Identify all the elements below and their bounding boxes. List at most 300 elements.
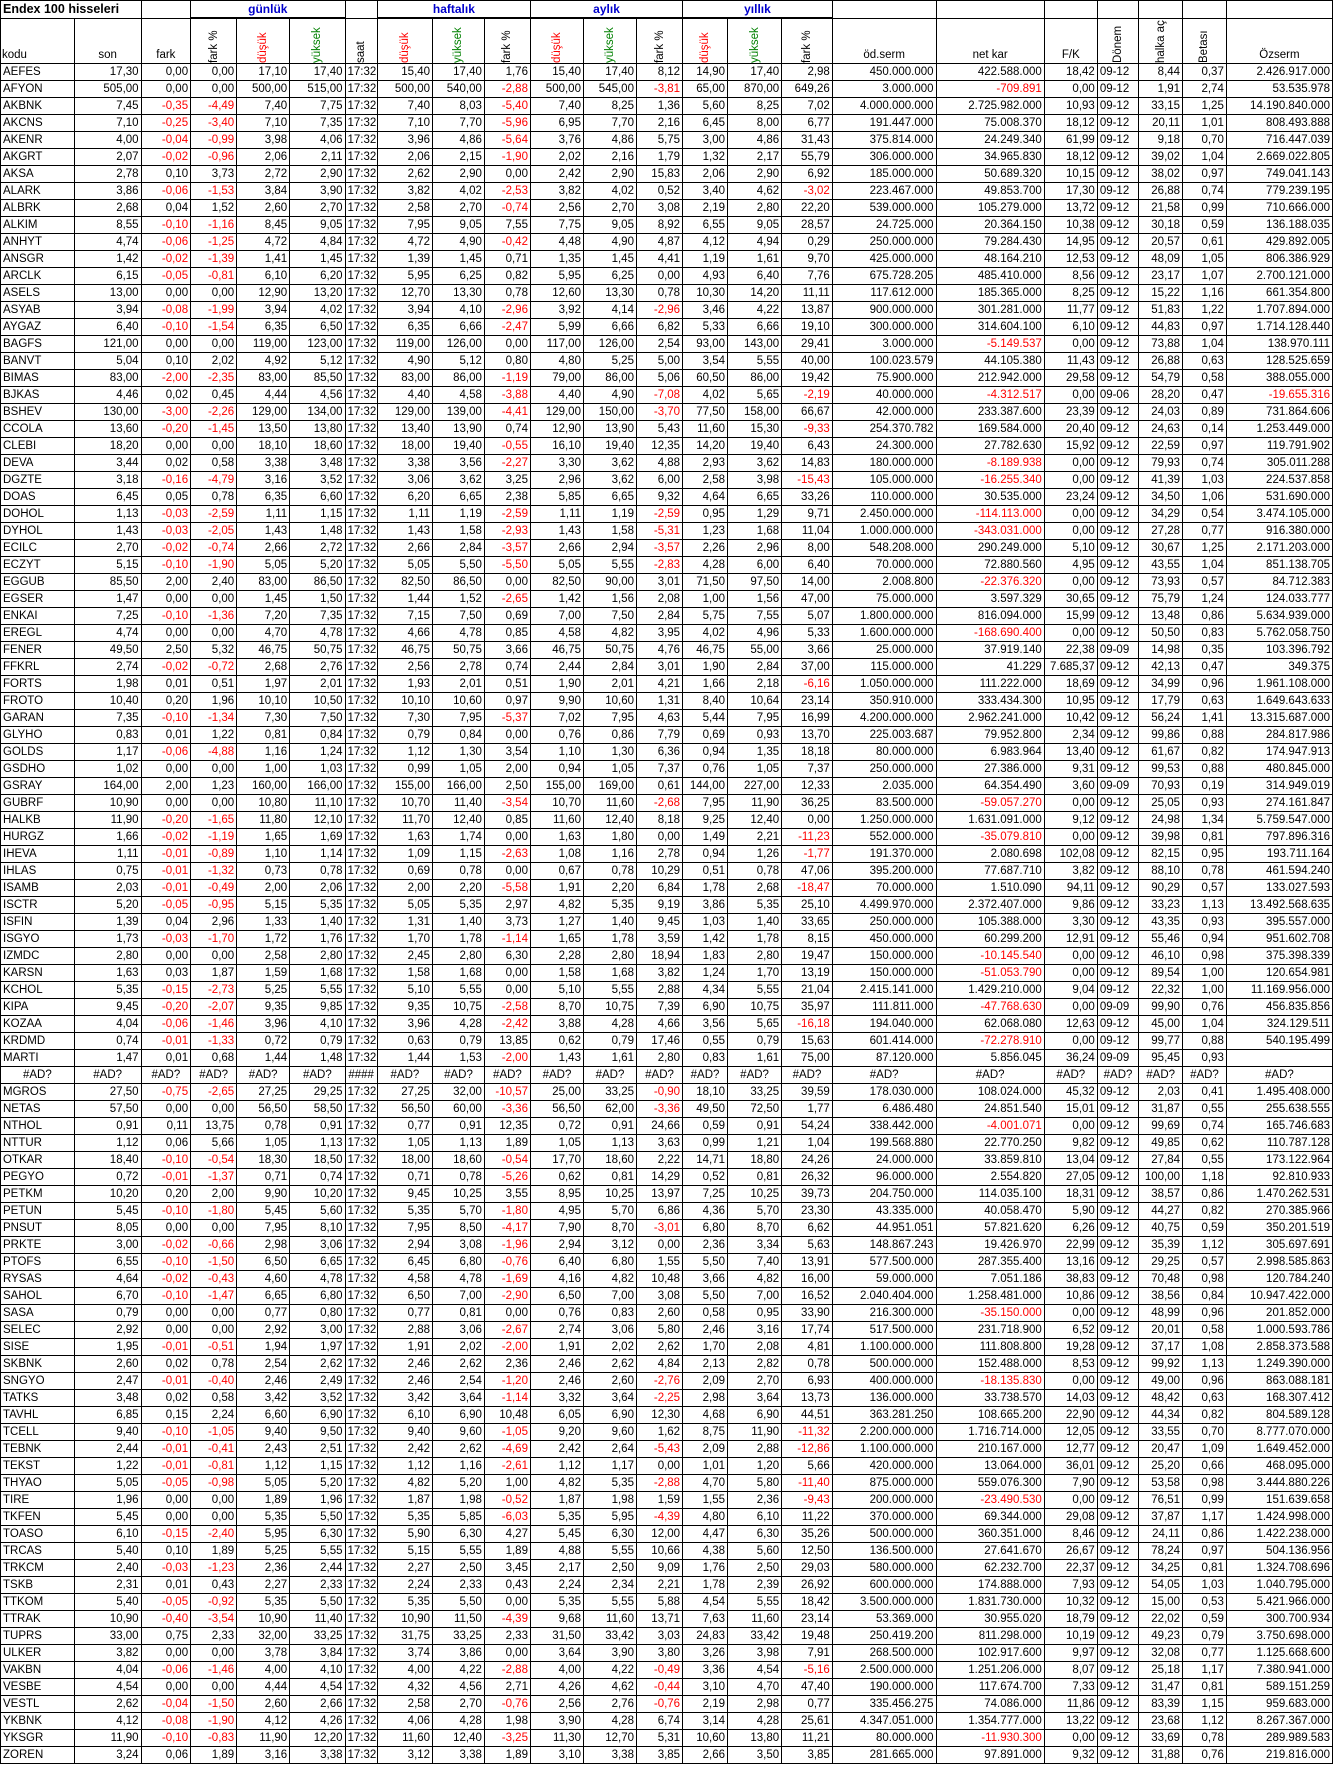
- table-cell[interactable]: 0,00: [484, 1594, 530, 1611]
- table-cell[interactable]: 09-12: [1097, 1186, 1138, 1203]
- table-cell[interactable]: 0,00: [191, 795, 237, 812]
- table-cell[interactable]: 83.500.000: [832, 795, 936, 812]
- stock-code-cell[interactable]: AYGAZ: [1, 319, 75, 336]
- table-cell[interactable]: 4,80: [683, 1509, 728, 1526]
- table-cell[interactable]: 1,34: [1183, 812, 1227, 829]
- table-cell[interactable]: 17:32: [345, 302, 377, 319]
- table-cell[interactable]: 5,50: [433, 557, 485, 574]
- table-cell[interactable]: 4,00: [530, 1662, 583, 1679]
- table-cell[interactable]: 1,27: [530, 914, 583, 931]
- table-cell[interactable]: 11,60: [728, 1611, 782, 1628]
- table-cell[interactable]: 2,80: [728, 200, 782, 217]
- table-cell[interactable]: 1,96: [74, 1492, 141, 1509]
- table-cell[interactable]: 54,24: [782, 1118, 833, 1135]
- table-cell[interactable]: 13.315.687.000: [1226, 710, 1332, 727]
- table-cell[interactable]: 5,43: [636, 421, 682, 438]
- table-cell[interactable]: 0,55: [1183, 1152, 1227, 1169]
- table-cell[interactable]: 37.919.140: [936, 642, 1044, 659]
- stock-code-cell[interactable]: HURGZ: [1, 829, 75, 846]
- table-cell[interactable]: 4,44: [237, 1679, 290, 1696]
- table-cell[interactable]: 11,21: [782, 1730, 833, 1747]
- table-cell[interactable]: 16,99: [782, 710, 833, 727]
- table-cell[interactable]: 11,90: [728, 1424, 782, 1441]
- table-cell[interactable]: -1,47: [191, 1288, 237, 1305]
- table-cell[interactable]: 2,36: [237, 1560, 290, 1577]
- table-cell[interactable]: 951.602.708: [1226, 931, 1332, 948]
- table-cell[interactable]: 5,25: [583, 353, 636, 370]
- table-cell[interactable]: 0,79: [74, 1305, 141, 1322]
- table-cell[interactable]: 1,25: [1183, 540, 1227, 557]
- table-cell[interactable]: 10,70: [530, 795, 583, 812]
- table-cell[interactable]: 2,58: [377, 200, 432, 217]
- table-cell[interactable]: 150.000.000: [832, 965, 936, 982]
- table-cell[interactable]: -0,02: [141, 540, 191, 557]
- table-cell[interactable]: 1,00: [1183, 982, 1227, 999]
- table-cell[interactable]: 77,50: [683, 404, 728, 421]
- table-cell[interactable]: 86,50: [290, 574, 345, 591]
- table-cell[interactable]: 17:32: [345, 727, 377, 744]
- table-cell[interactable]: 12,60: [530, 285, 583, 302]
- table-cell[interactable]: 15,30: [728, 421, 782, 438]
- stock-code-cell[interactable]: TIRE: [1, 1492, 75, 1509]
- table-cell[interactable]: 9,86: [1044, 897, 1097, 914]
- table-cell[interactable]: 2,58: [237, 948, 290, 965]
- table-cell[interactable]: 166,00: [290, 778, 345, 795]
- table-cell[interactable]: 09-12: [1097, 1424, 1138, 1441]
- table-cell[interactable]: -2,65: [484, 591, 530, 608]
- table-cell[interactable]: 2,68: [728, 880, 782, 897]
- table-cell[interactable]: 31,87: [1139, 1101, 1183, 1118]
- table-cell[interactable]: 3,62: [728, 455, 782, 472]
- table-cell[interactable]: 500.000.000: [832, 1526, 936, 1543]
- table-cell[interactable]: 2.700.121.000: [1226, 268, 1332, 285]
- table-cell[interactable]: 0,45: [191, 387, 237, 404]
- stock-code-cell[interactable]: AKCNS: [1, 115, 75, 132]
- table-cell[interactable]: 3.500.000.000: [832, 1594, 936, 1611]
- table-cell[interactable]: 18,30: [237, 1152, 290, 1169]
- table-cell[interactable]: 51,83: [1139, 302, 1183, 319]
- table-cell[interactable]: 17:32: [345, 1407, 377, 1424]
- table-cell[interactable]: 0,01: [141, 676, 191, 693]
- table-cell[interactable]: 27,25: [377, 1084, 432, 1101]
- table-cell[interactable]: 6,65: [237, 1288, 290, 1305]
- table-cell[interactable]: 517.500.000: [832, 1322, 936, 1339]
- table-cell[interactable]: 4,00: [237, 1662, 290, 1679]
- table-cell[interactable]: 13,04: [1044, 1152, 1097, 1169]
- table-cell[interactable]: -3,25: [484, 1730, 530, 1747]
- table-cell[interactable]: 7,25: [74, 608, 141, 625]
- table-cell[interactable]: 6,60: [237, 1407, 290, 1424]
- table-cell[interactable]: 2,36: [728, 1492, 782, 1509]
- table-cell[interactable]: 8,44: [1139, 64, 1183, 81]
- table-cell[interactable]: 2,42: [530, 1441, 583, 1458]
- table-cell[interactable]: 2,94: [583, 540, 636, 557]
- table-cell[interactable]: 09-12: [1097, 1662, 1138, 1679]
- table-cell[interactable]: -1,50: [191, 1696, 237, 1713]
- table-cell[interactable]: 25,61: [782, 1713, 833, 1730]
- table-cell[interactable]: 3,90: [290, 183, 345, 200]
- table-cell[interactable]: 18,00: [377, 438, 432, 455]
- table-cell[interactable]: 33,00: [74, 1628, 141, 1645]
- table-cell[interactable]: 4,04: [74, 1016, 141, 1033]
- table-cell[interactable]: 46,75: [683, 642, 728, 659]
- table-cell[interactable]: 2.080.698: [936, 846, 1044, 863]
- table-cell[interactable]: 17:32: [345, 795, 377, 812]
- table-cell[interactable]: 5,55: [728, 1594, 782, 1611]
- table-cell[interactable]: 38,02: [1139, 166, 1183, 183]
- table-cell[interactable]: 338.442.000: [832, 1118, 936, 1135]
- table-cell[interactable]: 9,09: [636, 1560, 682, 1577]
- table-cell[interactable]: 17:32: [345, 1441, 377, 1458]
- table-cell[interactable]: 0,74: [1183, 1118, 1227, 1135]
- table-cell[interactable]: 43.335.000: [832, 1203, 936, 1220]
- table-cell[interactable]: 1,48: [290, 1050, 345, 1067]
- stock-code-cell[interactable]: NETAS: [1, 1101, 75, 1118]
- table-cell[interactable]: 2,88: [636, 982, 682, 999]
- table-cell[interactable]: 1,17: [1183, 1662, 1227, 1679]
- table-cell[interactable]: 75.008.370: [936, 115, 1044, 132]
- table-cell[interactable]: -11,40: [782, 1475, 833, 1492]
- table-cell[interactable]: 290.249.000: [936, 540, 1044, 557]
- table-cell[interactable]: 12,35: [636, 438, 682, 455]
- table-cell[interactable]: -1,14: [484, 1390, 530, 1407]
- table-cell[interactable]: 0,58: [683, 1305, 728, 1322]
- table-cell[interactable]: 99,69: [1139, 1118, 1183, 1135]
- table-cell[interactable]: 5,50: [683, 1254, 728, 1271]
- table-cell[interactable]: 9,71: [782, 506, 833, 523]
- table-cell[interactable]: 6,80: [433, 1254, 485, 1271]
- table-cell[interactable]: 30.955.020: [936, 1611, 1044, 1628]
- table-cell[interactable]: 0,52: [683, 1169, 728, 1186]
- table-cell[interactable]: 17:32: [345, 166, 377, 183]
- table-cell[interactable]: 09-09: [1097, 1050, 1138, 1067]
- table-cell[interactable]: 09-12: [1097, 727, 1138, 744]
- table-cell[interactable]: 22,37: [1044, 1560, 1097, 1577]
- table-cell[interactable]: 4,82: [530, 1475, 583, 1492]
- table-cell[interactable]: 5,10: [530, 982, 583, 999]
- table-cell[interactable]: 11,86: [1044, 1696, 1097, 1713]
- table-cell[interactable]: 55,46: [1139, 931, 1183, 948]
- table-cell[interactable]: 7,55: [728, 608, 782, 625]
- table-cell[interactable]: 2.426.917.000: [1226, 64, 1332, 81]
- stock-code-cell[interactable]: AEFES: [1, 64, 75, 81]
- table-cell[interactable]: 1,05: [433, 761, 485, 778]
- table-cell[interactable]: 1,65: [237, 829, 290, 846]
- table-cell[interactable]: 2,90: [583, 166, 636, 183]
- table-cell[interactable]: -1,80: [191, 1203, 237, 1220]
- table-cell[interactable]: 710.666.000: [1226, 200, 1332, 217]
- table-cell[interactable]: 9,60: [583, 1424, 636, 1441]
- table-cell[interactable]: 1,22: [191, 727, 237, 744]
- table-cell[interactable]: 0,00: [636, 1458, 682, 1475]
- table-cell[interactable]: 1,61: [583, 1050, 636, 1067]
- table-cell[interactable]: 1,06: [1183, 489, 1227, 506]
- table-cell[interactable]: 93,00: [683, 336, 728, 353]
- stock-code-cell[interactable]: OTKAR: [1, 1152, 75, 1169]
- table-cell[interactable]: 1,45: [433, 251, 485, 268]
- table-cell[interactable]: 0,62: [530, 1169, 583, 1186]
- table-cell[interactable]: 13,40: [1044, 744, 1097, 761]
- table-cell[interactable]: 17:32: [345, 1135, 377, 1152]
- table-cell[interactable]: -9,33: [782, 421, 833, 438]
- table-cell[interactable]: 22,90: [1044, 1407, 1097, 1424]
- table-cell[interactable]: 255.638.555: [1226, 1101, 1332, 1118]
- table-cell[interactable]: 1,05: [237, 1135, 290, 1152]
- table-cell[interactable]: 0,00: [484, 166, 530, 183]
- table-cell[interactable]: 0,11: [141, 1118, 191, 1135]
- table-cell[interactable]: 5,33: [782, 625, 833, 642]
- table-cell[interactable]: 3,06: [583, 1322, 636, 1339]
- table-cell[interactable]: -1,77: [782, 846, 833, 863]
- table-cell[interactable]: 166,00: [433, 778, 485, 795]
- stock-code-cell[interactable]: PEGYO: [1, 1169, 75, 1186]
- table-cell[interactable]: 17:32: [345, 557, 377, 574]
- table-cell[interactable]: 2,62: [636, 1339, 682, 1356]
- table-cell[interactable]: 3,26: [683, 1645, 728, 1662]
- table-cell[interactable]: -2,00: [484, 1339, 530, 1356]
- table-cell[interactable]: 7,40: [728, 1254, 782, 1271]
- table-cell[interactable]: 09-12: [1097, 1271, 1138, 1288]
- table-cell[interactable]: 17:32: [345, 268, 377, 285]
- table-cell[interactable]: 5,55: [583, 1543, 636, 1560]
- table-cell[interactable]: 9,35: [377, 999, 432, 1016]
- table-cell[interactable]: 2,21: [728, 829, 782, 846]
- table-cell[interactable]: 5,95: [237, 1526, 290, 1543]
- table-cell[interactable]: 43,55: [1139, 557, 1183, 574]
- table-cell[interactable]: 0,75: [141, 1628, 191, 1645]
- table-cell[interactable]: 2,60: [237, 200, 290, 217]
- table-cell[interactable]: 2.858.373.588: [1226, 1339, 1332, 1356]
- table-cell[interactable]: 7,95: [433, 710, 485, 727]
- table-cell[interactable]: 0,57: [1183, 1254, 1227, 1271]
- table-cell[interactable]: 875.000.000: [832, 1475, 936, 1492]
- table-cell[interactable]: #AD?: [74, 1067, 141, 1084]
- table-cell[interactable]: 17:32: [345, 982, 377, 999]
- table-cell[interactable]: 3.750.698.000: [1226, 1628, 1332, 1645]
- table-cell[interactable]: 3,78: [237, 1645, 290, 1662]
- table-cell[interactable]: 24,63: [1139, 421, 1183, 438]
- table-cell[interactable]: 92.810.933: [1226, 1169, 1332, 1186]
- table-cell[interactable]: 10,90: [74, 1611, 141, 1628]
- table-cell[interactable]: -2,59: [191, 506, 237, 523]
- table-cell[interactable]: 675.728.205: [832, 268, 936, 285]
- table-cell[interactable]: 0,76: [530, 727, 583, 744]
- table-cell[interactable]: 180.000.000: [832, 455, 936, 472]
- table-cell[interactable]: 49,85: [1139, 1135, 1183, 1152]
- table-cell[interactable]: 0,82: [1183, 1407, 1227, 1424]
- table-cell[interactable]: 11,43: [1044, 353, 1097, 370]
- table-cell[interactable]: 1,00: [1183, 965, 1227, 982]
- table-cell[interactable]: 480.845.000: [1226, 761, 1332, 778]
- table-cell[interactable]: 0,00: [1044, 1492, 1097, 1509]
- table-cell[interactable]: 49,50: [683, 1101, 728, 1118]
- table-cell[interactable]: 39,73: [782, 1186, 833, 1203]
- table-cell[interactable]: 1,05: [728, 761, 782, 778]
- table-cell[interactable]: 1,70: [683, 1339, 728, 1356]
- table-cell[interactable]: 3,86: [74, 183, 141, 200]
- table-cell[interactable]: 18,12: [1044, 149, 1097, 166]
- stock-code-cell[interactable]: DOHOL: [1, 506, 75, 523]
- table-cell[interactable]: -1,32: [191, 863, 237, 880]
- table-cell[interactable]: 5.421.966.000: [1226, 1594, 1332, 1611]
- table-cell[interactable]: 193.711.164: [1226, 846, 1332, 863]
- table-cell[interactable]: 1,40: [290, 914, 345, 931]
- table-cell[interactable]: 194.040.000: [832, 1016, 936, 1033]
- table-cell[interactable]: 4,70: [237, 625, 290, 642]
- table-cell[interactable]: 1,12: [530, 1458, 583, 1475]
- table-cell[interactable]: 17:32: [345, 285, 377, 302]
- table-cell[interactable]: 3,95: [636, 625, 682, 642]
- table-cell[interactable]: 6,62: [782, 1220, 833, 1237]
- table-cell[interactable]: 305.011.288: [1226, 455, 1332, 472]
- table-cell[interactable]: 27.641.670: [936, 1543, 1044, 1560]
- table-cell[interactable]: 32,00: [433, 1084, 485, 1101]
- table-cell[interactable]: 2,01: [433, 676, 485, 693]
- table-cell[interactable]: 1.100.000.000: [832, 1339, 936, 1356]
- table-cell[interactable]: 0,78: [782, 1356, 833, 1373]
- table-cell[interactable]: 1,47: [74, 1050, 141, 1067]
- table-cell[interactable]: 4,40: [377, 387, 432, 404]
- table-cell[interactable]: 4,82: [583, 625, 636, 642]
- table-cell[interactable]: -3,36: [484, 1101, 530, 1118]
- table-cell[interactable]: 102,08: [1044, 846, 1097, 863]
- table-cell[interactable]: 09-12: [1097, 1203, 1138, 1220]
- table-cell[interactable]: 3.597.329: [936, 591, 1044, 608]
- table-cell[interactable]: 17:32: [345, 1696, 377, 1713]
- table-cell[interactable]: 10,90: [237, 1611, 290, 1628]
- table-cell[interactable]: 5,60: [728, 1543, 782, 1560]
- table-cell[interactable]: 1,70: [728, 965, 782, 982]
- table-cell[interactable]: 4,21: [636, 676, 682, 693]
- table-cell[interactable]: 0,86: [583, 727, 636, 744]
- table-cell[interactable]: 1,11: [237, 506, 290, 523]
- table-cell[interactable]: 2,80: [728, 948, 782, 965]
- table-cell[interactable]: 5,45: [74, 1203, 141, 1220]
- table-cell[interactable]: 4.200.000.000: [832, 710, 936, 727]
- table-cell[interactable]: 0,83: [683, 1050, 728, 1067]
- table-cell[interactable]: 0,84: [433, 727, 485, 744]
- table-cell[interactable]: 15,22: [1139, 285, 1183, 302]
- stock-code-cell[interactable]: VESBE: [1, 1679, 75, 1696]
- table-cell[interactable]: 73,88: [1139, 336, 1183, 353]
- table-cell[interactable]: 0,77: [1183, 523, 1227, 540]
- table-cell[interactable]: 1,19: [583, 506, 636, 523]
- table-cell[interactable]: 7,00: [530, 608, 583, 625]
- table-cell[interactable]: 09-12: [1097, 795, 1138, 812]
- table-cell[interactable]: 17:32: [345, 1628, 377, 1645]
- table-cell[interactable]: 2,98: [782, 64, 833, 81]
- table-cell[interactable]: 2,84: [583, 659, 636, 676]
- table-cell[interactable]: 716.447.039: [1226, 132, 1332, 149]
- table-cell[interactable]: 2.725.982.000: [936, 98, 1044, 115]
- table-cell[interactable]: 0,72: [237, 1033, 290, 1050]
- table-cell[interactable]: -1,65: [191, 812, 237, 829]
- table-cell[interactable]: 2,51: [290, 1441, 345, 1458]
- table-cell[interactable]: 0,81: [1183, 1560, 1227, 1577]
- table-cell[interactable]: 152.488.000: [936, 1356, 1044, 1373]
- table-cell[interactable]: 173.122.964: [1226, 1152, 1332, 1169]
- table-cell[interactable]: 09-12: [1097, 1118, 1138, 1135]
- table-cell[interactable]: 119,00: [237, 336, 290, 353]
- table-cell[interactable]: 75,79: [1139, 591, 1183, 608]
- table-cell[interactable]: 3,62: [433, 472, 485, 489]
- table-cell[interactable]: 0,78: [728, 863, 782, 880]
- table-cell[interactable]: 31,43: [782, 132, 833, 149]
- table-cell[interactable]: 3,16: [728, 1322, 782, 1339]
- table-cell[interactable]: 17:32: [345, 1373, 377, 1390]
- table-cell[interactable]: 15,40: [530, 64, 583, 81]
- table-cell[interactable]: 2,00: [141, 574, 191, 591]
- table-cell[interactable]: 2,50: [433, 1560, 485, 1577]
- table-cell[interactable]: 4,82: [728, 1271, 782, 1288]
- table-cell[interactable]: 23,39: [1044, 404, 1097, 421]
- table-cell[interactable]: 797.896.316: [1226, 829, 1332, 846]
- table-cell[interactable]: 0,74: [290, 1169, 345, 1186]
- table-cell[interactable]: 24,83: [683, 1628, 728, 1645]
- table-cell[interactable]: 1,03: [1183, 472, 1227, 489]
- table-cell[interactable]: 0,94: [683, 846, 728, 863]
- table-cell[interactable]: 22,20: [782, 200, 833, 217]
- table-cell[interactable]: 0,00: [141, 795, 191, 812]
- table-cell[interactable]: -1,45: [191, 421, 237, 438]
- table-cell[interactable]: 0,85: [484, 625, 530, 642]
- table-cell[interactable]: -0,02: [141, 1237, 191, 1254]
- table-cell[interactable]: 1,77: [782, 1101, 833, 1118]
- table-cell[interactable]: 375.814.000: [832, 132, 936, 149]
- table-cell[interactable]: 28,20: [1139, 387, 1183, 404]
- table-cell[interactable]: 0,94: [1183, 931, 1227, 948]
- table-cell[interactable]: 12,70: [377, 285, 432, 302]
- table-cell[interactable]: 4,56: [433, 1679, 485, 1696]
- table-cell[interactable]: 18,79: [1044, 1611, 1097, 1628]
- table-cell[interactable]: 7,15: [377, 608, 432, 625]
- table-cell[interactable]: 33,15: [1139, 98, 1183, 115]
- table-cell[interactable]: 09-12: [1097, 234, 1138, 251]
- table-cell[interactable]: -5,31: [636, 523, 682, 540]
- table-cell[interactable]: 44.105.380: [936, 353, 1044, 370]
- table-cell[interactable]: 4,56: [290, 387, 345, 404]
- table-cell[interactable]: 5,65: [728, 1016, 782, 1033]
- table-cell[interactable]: 1,42: [74, 251, 141, 268]
- table-cell[interactable]: 227,00: [728, 778, 782, 795]
- table-cell[interactable]: 485.410.000: [936, 268, 1044, 285]
- table-cell[interactable]: 4,95: [1044, 557, 1097, 574]
- table-cell[interactable]: 1,05: [583, 761, 636, 778]
- table-cell[interactable]: 6,10: [237, 268, 290, 285]
- table-cell[interactable]: 1.600.000.000: [832, 625, 936, 642]
- table-cell[interactable]: 0,58: [1183, 1322, 1227, 1339]
- table-cell[interactable]: 11,10: [290, 795, 345, 812]
- table-cell[interactable]: 117.612.000: [832, 285, 936, 302]
- table-cell[interactable]: -35.150.000: [936, 1305, 1044, 1322]
- table-cell[interactable]: 7,10: [377, 115, 432, 132]
- table-cell[interactable]: 5,35: [530, 1509, 583, 1526]
- stock-code-cell[interactable]: TTKOM: [1, 1594, 75, 1611]
- table-cell[interactable]: 0,86: [1183, 608, 1227, 625]
- table-cell[interactable]: 3,66: [683, 1271, 728, 1288]
- table-cell[interactable]: 1,39: [74, 914, 141, 931]
- table-cell[interactable]: 09-12: [1097, 1679, 1138, 1696]
- table-cell[interactable]: 6,40: [728, 268, 782, 285]
- table-cell[interactable]: 1,49: [683, 829, 728, 846]
- table-cell[interactable]: 18,31: [1044, 1186, 1097, 1203]
- table-cell[interactable]: 9,32: [1044, 1747, 1097, 1764]
- table-cell[interactable]: 0,00: [1044, 1305, 1097, 1322]
- table-cell[interactable]: 17:32: [345, 1509, 377, 1526]
- table-cell[interactable]: 5,05: [74, 1475, 141, 1492]
- table-cell[interactable]: 5,35: [237, 1509, 290, 1526]
- table-cell[interactable]: -5,37: [484, 710, 530, 727]
